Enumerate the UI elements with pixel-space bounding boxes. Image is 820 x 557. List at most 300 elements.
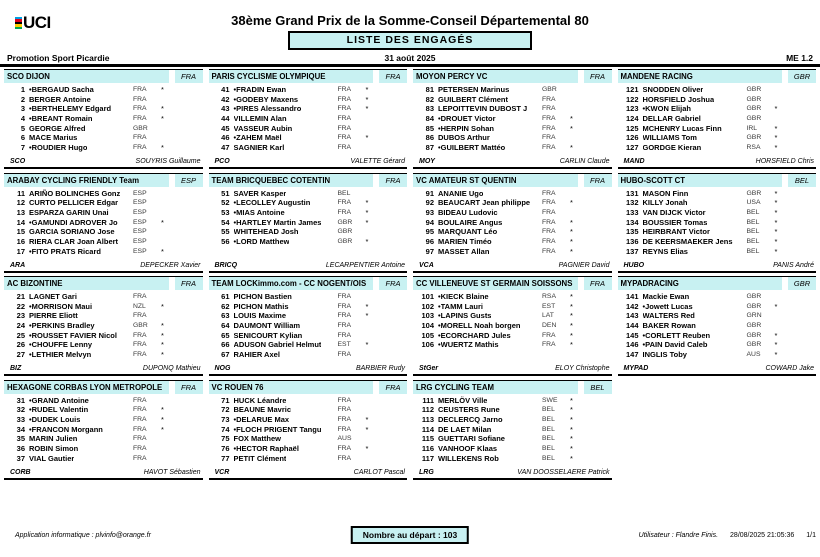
rider-bullet: •: [29, 424, 32, 434]
rider-bullet: •: [29, 104, 32, 114]
rider-name: KIECK Blaine: [440, 292, 489, 301]
rider-number: 54: [221, 217, 230, 227]
rider-star: *: [365, 414, 369, 424]
team-footer: [4, 156, 203, 167]
rider-name: SENICOURT Kylian: [233, 330, 303, 340]
rider-nationality: FRA: [542, 208, 556, 216]
print-datetime: 28/08/2025 21:05:36: [730, 532, 795, 539]
team-footer: [618, 363, 817, 374]
rider-nationality: FRA: [337, 302, 352, 310]
team-manager: VALETTE Gérard: [350, 158, 405, 165]
team-header: [618, 277, 817, 290]
rider-number: 6: [20, 133, 25, 143]
rider-name: LETHIER Melvyn: [31, 350, 92, 360]
rider-row: [4, 405, 203, 415]
rider-nationality: USA: [746, 199, 761, 207]
rider-name: HERPIN Sohan: [440, 123, 494, 133]
rider-number: 72: [221, 405, 230, 415]
rider-nationality: GBR: [746, 341, 762, 349]
rider-row: [413, 425, 612, 435]
rider-nationality: GBR: [746, 293, 762, 300]
rider-name: ECORCHARD Jules: [440, 330, 511, 340]
rider-nationality: FRA: [133, 86, 147, 93]
rider-row: [413, 321, 612, 331]
rider-row: [618, 143, 817, 153]
rider-name: WHITEHEAD Josh: [233, 227, 299, 237]
rider-nationality: FRA: [337, 444, 352, 452]
rider-name: PIERRE Eliott: [29, 311, 78, 321]
rider-nationality: FRA: [337, 425, 352, 433]
rider-number: 142: [625, 301, 639, 311]
page-title: 38ème Grand Prix de la Somme-Conseil Départemental 80: [231, 13, 589, 28]
rider-nationality: BEL: [746, 237, 760, 245]
rider-number: 41: [221, 85, 230, 94]
rider-row: [4, 454, 203, 464]
rider-row: [209, 95, 408, 105]
rider-row: [209, 198, 408, 208]
team-manager: BARBIER Rudy: [355, 365, 405, 372]
rider-nationality: SWE: [542, 396, 558, 404]
team-code: PCO: [214, 158, 230, 165]
team-code: NOG: [214, 365, 231, 372]
rider-bullet: •: [29, 301, 32, 311]
rider-nationality: GRN: [746, 312, 762, 320]
rider-name: MASON Finn: [642, 188, 689, 198]
rider-name: LAPINS Gusts: [440, 311, 492, 321]
rider-number: 32: [16, 405, 25, 415]
rider-nationality: ESP: [133, 247, 147, 255]
team-footer: [209, 156, 408, 167]
rider-name: VILLEMIN Alan: [233, 114, 287, 124]
team-name: PARIS CYCLISME OLYMPIQUE: [209, 70, 374, 83]
rider-nationality: FRA: [337, 312, 352, 320]
rider-nationality: FRA: [133, 95, 147, 103]
rider-row: [4, 114, 203, 124]
team-block: [413, 380, 612, 480]
rider-star: *: [774, 301, 778, 311]
rider-name: FITO PRATS Ricard: [31, 246, 101, 256]
rider-name: LORD Matthew: [236, 236, 290, 246]
team-manager: HAVOT Sébastien: [143, 468, 201, 476]
rider-nationality: FRA: [542, 237, 556, 245]
rider-name: BERGER Antoine: [29, 94, 91, 104]
rider-nationality: EST: [542, 302, 556, 310]
rider-star: *: [161, 414, 164, 424]
rider-bullet: •: [233, 85, 237, 94]
rider-name: KILLY Jonah: [642, 198, 688, 208]
rider-row: [4, 198, 203, 208]
rider-number: 42: [221, 94, 230, 104]
team-block: [4, 276, 203, 376]
rider-row: [209, 405, 408, 415]
rider-star: *: [161, 340, 164, 350]
rider-number: 56: [221, 236, 230, 246]
rider-row: [413, 340, 612, 350]
rider-star: *: [774, 340, 778, 350]
rider-name: PIRES Alessandro: [236, 104, 302, 114]
rider-name: PETERSEN Marinus: [438, 85, 510, 94]
rider-row: [4, 218, 203, 228]
rider-nationality: FRA: [133, 415, 147, 423]
rider-nationality: BEL: [746, 247, 760, 255]
rider-row: [209, 415, 408, 425]
rider-name: BERTHELEMY Edgard: [31, 104, 112, 114]
promotion-label: Promotion Sport Picardie: [7, 53, 110, 63]
rider-number: 87: [425, 143, 434, 153]
team-header: [413, 70, 612, 83]
team-manager: VAN DOOSSELAERE Patrick: [517, 468, 610, 476]
rider-row: [209, 208, 408, 218]
rider-name: DE KEERSMAEKER Jens: [642, 236, 733, 246]
rider-number: 121: [625, 85, 639, 94]
rider-name: MERLÖV Ville: [438, 395, 488, 405]
rider-row: [413, 124, 612, 134]
rider-name: DELLAR Gabriel: [642, 114, 701, 124]
rider-row: [209, 189, 408, 199]
team-name: LRG CYCLING TEAM: [413, 381, 578, 394]
rider-star: *: [161, 350, 164, 360]
rider-nationality: ESP: [133, 189, 147, 197]
rider-nationality: BEL: [542, 454, 555, 462]
rider-star: *: [365, 104, 369, 114]
rider-name: HECTOR Raphaël: [236, 443, 299, 453]
rider-nationality: BEL: [542, 444, 555, 452]
rider-number: 31: [16, 395, 25, 405]
team-riders: [413, 292, 612, 350]
rider-star: *: [570, 143, 573, 153]
rider-number: 136: [625, 236, 639, 246]
uci-rainbow-stripes-icon: [15, 17, 22, 30]
rider-number: 64: [221, 321, 230, 331]
rider-name: FOX Matthew: [233, 434, 282, 444]
rider-nationality: FRA: [337, 293, 352, 300]
rider-name: PERKINS Bradley: [31, 321, 95, 331]
rider-row: [4, 237, 203, 247]
team-block: [4, 69, 203, 169]
rider-nationality: ESP: [133, 228, 147, 236]
team-header: [413, 174, 612, 187]
team-riders: [209, 292, 408, 360]
team-country: FRA: [379, 70, 407, 83]
rider-nationality: FRA: [542, 124, 556, 132]
team-manager: HORSFIELD Chris: [755, 158, 814, 165]
team-riders: [4, 292, 203, 360]
team-riders: [413, 85, 612, 153]
rider-name: PICHON Bastien: [233, 292, 292, 301]
rider-name: TAMM Lauri: [440, 301, 483, 311]
rider-nationality: GBR: [746, 95, 762, 103]
team-country: GBR: [788, 70, 816, 83]
rider-star: *: [570, 236, 573, 246]
rider-number: 83: [425, 104, 434, 114]
rider-number: 113: [421, 414, 434, 424]
rider-number: 137: [625, 246, 639, 256]
rider-row: [413, 114, 612, 124]
rider-name: ROBIN Simon: [29, 443, 79, 453]
rider-star: *: [365, 301, 369, 311]
rider-nationality: BEL: [542, 435, 555, 443]
rider-star: *: [570, 321, 573, 331]
team-footer: [209, 467, 408, 478]
rider-row: [618, 189, 817, 199]
rider-bullet: •: [438, 340, 441, 350]
page-number: 1/1: [806, 532, 816, 539]
rider-row: [413, 247, 612, 257]
rider-nationality: FRA: [133, 293, 147, 300]
rider-star: *: [774, 143, 778, 153]
rider-row: [413, 104, 612, 114]
rider-star: *: [570, 443, 573, 453]
rider-number: 91: [425, 188, 434, 198]
rider-row: [413, 331, 612, 341]
rider-nationality: BEL: [337, 189, 351, 197]
rider-row: [4, 85, 203, 95]
rider-row: [413, 434, 612, 444]
rider-name: ROUDIER Hugo: [31, 143, 88, 153]
team-column: [209, 69, 408, 483]
rider-name: BOULAIRE Angus: [438, 217, 503, 227]
rider-nationality: EST: [337, 341, 351, 349]
rider-row: [209, 444, 408, 454]
rider-nationality: DEN: [542, 322, 557, 330]
rider-nationality: FRA: [542, 105, 556, 113]
rider-name: HORSFIELD Joshua: [642, 94, 715, 104]
rider-name: CORLETT Reuben: [645, 330, 711, 340]
rider-row: [209, 321, 408, 331]
rider-star: *: [161, 246, 164, 256]
rider-nationality: NZL: [133, 302, 146, 310]
rider-name: WALTERS Red: [642, 311, 695, 321]
rider-row: [618, 208, 817, 218]
rider-star: *: [161, 405, 164, 415]
rider-number: 116: [421, 443, 434, 453]
rider-name: RUDEL Valentin: [31, 405, 89, 415]
rider-row: [413, 311, 612, 321]
rider-star: *: [365, 133, 369, 143]
rider-number: 15: [16, 227, 25, 237]
rider-star: *: [365, 443, 369, 453]
rider-name: WUERTZ Mathis: [440, 340, 499, 350]
rider-star: *: [570, 340, 573, 350]
rider-number: 143: [625, 311, 639, 321]
rider-number: 124: [625, 114, 639, 124]
rider-number: 67: [221, 350, 230, 360]
rider-number: 43: [221, 104, 230, 114]
rider-number: 81: [425, 85, 434, 94]
rider-number: 26: [16, 340, 25, 350]
rider-name: ZAHEM Maël: [236, 133, 282, 143]
rider-number: 75: [221, 434, 230, 444]
team-column: [618, 69, 817, 483]
rider-number: 17: [16, 246, 25, 256]
team-code: MOY: [419, 158, 435, 165]
team-header: [209, 381, 408, 394]
rider-number: 55: [221, 227, 230, 237]
team-country: FRA: [175, 277, 203, 290]
rider-star: *: [774, 123, 778, 133]
rider-row: [209, 104, 408, 114]
team-block: [209, 276, 408, 376]
rider-star: *: [570, 123, 573, 133]
rider-row: [4, 444, 203, 454]
rider-name: PETIT Clément: [233, 453, 287, 463]
rider-nationality: GBR: [746, 322, 762, 330]
team-riders: [413, 189, 612, 257]
rider-row: [209, 85, 408, 95]
rider-number: 82: [425, 94, 434, 104]
rider-number: 126: [625, 133, 639, 143]
rider-nationality: GBR: [746, 189, 762, 197]
rider-nationality: AUS: [746, 351, 761, 359]
rider-name: INGLIS Toby: [642, 350, 687, 360]
rider-bullet: •: [29, 143, 32, 153]
rider-name: MASSET Allan: [438, 246, 490, 256]
team-footer: [413, 363, 612, 374]
rider-nationality: FRA: [133, 396, 147, 404]
rider-bullet: •: [233, 133, 237, 143]
rider-star: *: [774, 246, 778, 256]
page-footer: [0, 524, 820, 546]
rider-nationality: GBR: [337, 228, 353, 236]
rider-number: 92: [425, 198, 434, 208]
rider-name: DAUMONT William: [233, 321, 301, 331]
rider-number: 97: [425, 246, 434, 256]
team-header: [4, 277, 203, 290]
rider-row: [413, 292, 612, 302]
team-code: HUBO: [623, 261, 645, 269]
team-footer: [413, 467, 612, 478]
rider-row: [618, 95, 817, 105]
rider-nationality: GBR: [746, 115, 762, 123]
team-footer: [413, 156, 612, 167]
team-name: TEAM BRICQUEBEC COTENTIN: [209, 174, 374, 187]
rider-nationality: FRA: [337, 396, 352, 404]
rider-nationality: FRA: [337, 115, 352, 123]
team-manager: LECARPENTIER Antoine: [325, 261, 405, 269]
rider-star: *: [161, 114, 164, 124]
rider-name: BREANT Romain: [31, 114, 93, 124]
team-column: [413, 69, 612, 483]
team-name: MANDENE RACING: [618, 70, 783, 83]
team-country: FRA: [379, 381, 407, 394]
rider-number: 2: [20, 94, 25, 104]
team-riders: [4, 189, 203, 257]
rider-bullet: •: [233, 443, 237, 453]
rider-row: [413, 415, 612, 425]
rider-nationality: FRA: [337, 322, 352, 330]
rider-row: [209, 133, 408, 143]
rider-row: [618, 198, 817, 208]
rider-number: 71: [221, 395, 230, 405]
rider-nationality: FRA: [133, 312, 147, 320]
rider-star: *: [365, 85, 369, 94]
rider-row: [618, 114, 817, 124]
rider-row: [209, 350, 408, 360]
team-header: [4, 174, 203, 187]
rider-row: [413, 302, 612, 312]
rider-bullet: •: [29, 414, 32, 424]
rider-bullet: •: [233, 424, 237, 434]
rider-number: 76: [221, 443, 230, 453]
rider-nationality: FRA: [337, 105, 352, 113]
rider-nationality: BEL: [746, 218, 760, 226]
team-code: LRG: [419, 468, 434, 476]
rider-nationality: FRA: [337, 95, 352, 103]
rider-star: *: [161, 424, 164, 434]
rider-number: 133: [625, 207, 639, 217]
team-manager: CARLOT Pascal: [353, 468, 405, 476]
rider-nationality: FRA: [133, 406, 147, 414]
rider-number: 102: [421, 301, 434, 311]
team-footer: [209, 260, 408, 271]
rider-number: 131: [625, 188, 639, 198]
team-code: MAND: [623, 158, 645, 165]
team-name: CC VILLENEUVE ST GERMAIN SOISSONS: [413, 277, 578, 290]
rider-name: ARIÑO BOLINCHES Gonz: [29, 188, 121, 198]
rider-nationality: FRA: [542, 189, 556, 197]
rider-nationality: FRA: [337, 351, 352, 359]
rider-star: *: [570, 301, 573, 311]
rider-name: MARIN Julien: [29, 434, 78, 444]
rider-nationality: BEL: [746, 208, 760, 216]
rider-nationality: FRA: [337, 124, 352, 132]
rider-number: 12: [16, 198, 25, 208]
rider-nationality: FRA: [133, 144, 147, 152]
rider-row: [618, 237, 817, 247]
rider-nationality: GBR: [337, 218, 353, 226]
rider-bullet: •: [29, 321, 32, 331]
rider-name: VAN DIJCK Victor: [642, 207, 706, 217]
rider-row: [209, 434, 408, 444]
rider-star: *: [570, 453, 573, 463]
rider-star: *: [161, 104, 164, 114]
rider-number: 13: [16, 207, 25, 217]
rider-nationality: FRA: [133, 444, 147, 452]
rider-star: *: [365, 424, 369, 434]
rider-row: [618, 321, 817, 331]
rider-bullet: •: [438, 330, 441, 340]
team-footer: [618, 156, 817, 167]
rider-row: [4, 292, 203, 302]
rider-bullet: •: [642, 330, 646, 340]
team-code: CORB: [10, 468, 31, 476]
list-banner: LISTE DES ENGAGÉS: [288, 31, 532, 50]
rider-star: *: [570, 434, 573, 444]
rider-number: 122: [625, 94, 639, 104]
rider-nationality: LAT: [542, 312, 554, 320]
rider-number: 53: [221, 207, 230, 217]
rider-row: [209, 237, 408, 247]
rider-number: 16: [16, 236, 25, 246]
team-block: [413, 69, 612, 169]
rider-number: 144: [625, 321, 639, 331]
rider-row: [413, 396, 612, 406]
rider-number: 77: [221, 453, 230, 463]
rider-name: ESPARZA GARIN Unai: [29, 207, 109, 217]
rider-number: 21: [16, 292, 25, 301]
rider-bullet: •: [438, 114, 441, 124]
rider-nationality: RSA: [746, 144, 761, 152]
rider-star: *: [570, 424, 573, 434]
rider-row: [4, 189, 203, 199]
rider-star: *: [774, 227, 778, 237]
rider-row: [209, 227, 408, 237]
rider-number: 4: [20, 114, 25, 124]
rider-bullet: •: [29, 395, 32, 405]
rider-nationality: FRA: [542, 144, 556, 152]
rider-star: *: [365, 198, 369, 208]
rider-name: WILLIAMS Tom: [642, 133, 697, 143]
